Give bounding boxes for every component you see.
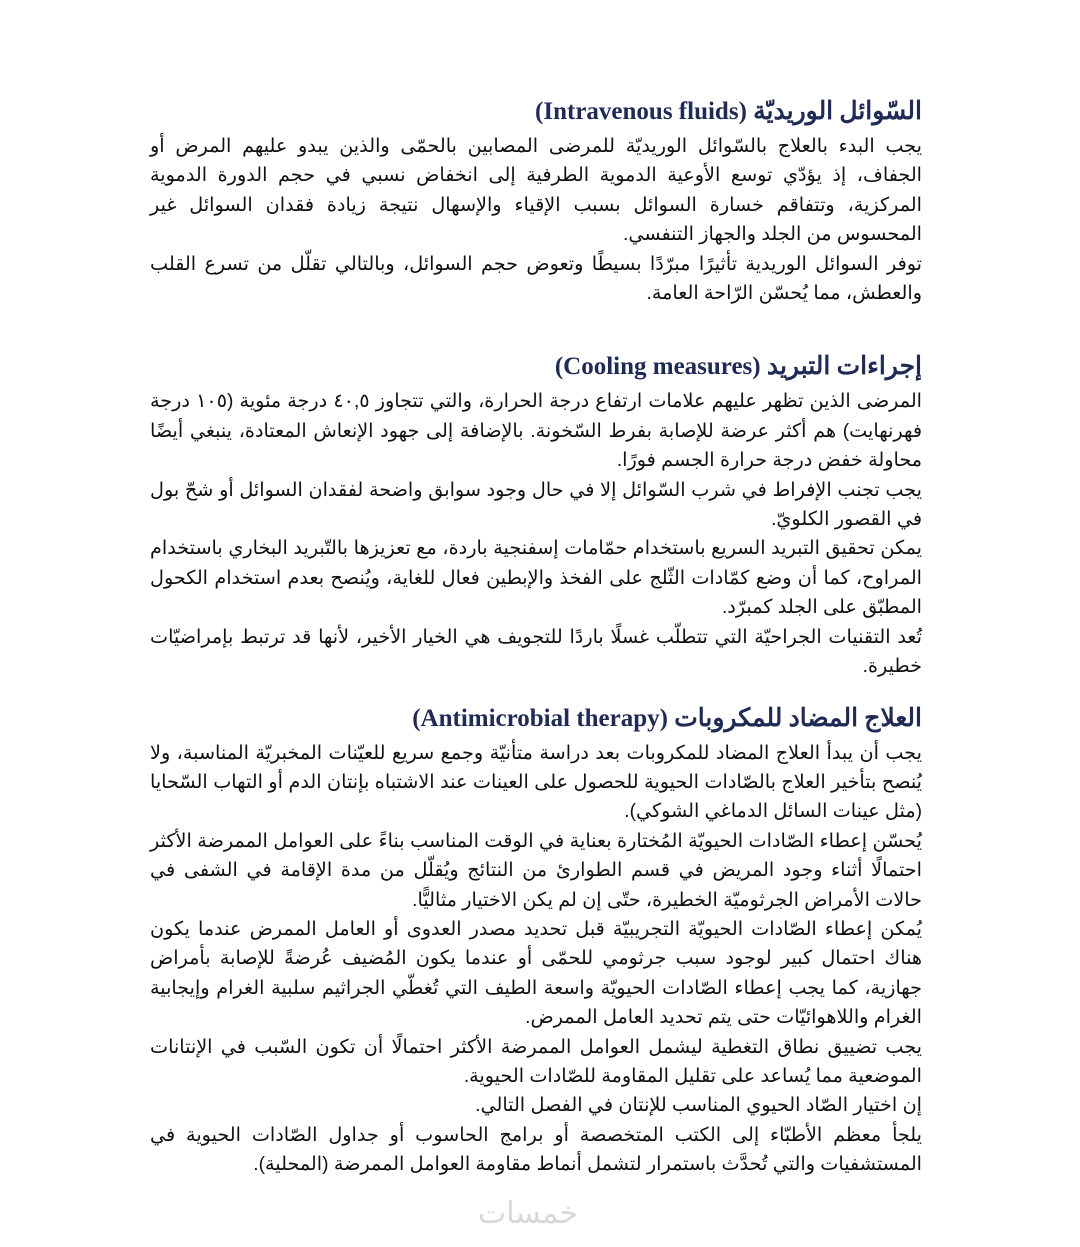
section-title: إجراءات التبريد (Cooling measures) [554,353,922,381]
paragraph: توفر السوائل الوريدية تأثيرًا مبرّدًا بسيطًا وتعوض حجم السوائل، وبالتالي تقلّل من تسرع القلب والعطش، مما يُحسّن الرّاحة العامة. [150,253,922,305]
section-intravenous-fluids [150,92,922,308]
section-title: العلاج المضاد للمكروبات (Antimicrobial therapy) [412,704,922,732]
watermark-logo: خمسات [478,1196,579,1231]
section-cooling-measures [150,347,922,681]
section-antimicrobial-therapy [150,699,922,1180]
paragraph: يُحسّن إعطاء الصّادات الحيويّة المُختارة بعناية في الوقت المناسب بناءً على العوامل الممرضة الأكثر احتمالًا أثناء وجود المريض في قسم الطوارئ من النتائج ويُقلّل من مدة الإقامة في الشفى في حالات الأمراض الجرثوميّة الخطيرة، حتّى إن لم يكن الاختيار مثاليًّا. [150,830,922,911]
paragraph: يجب البدء بالعلاج بالسّوائل الوريديّة للمرضى المصابين بالحمّى والذين يبدو عليهم المرض أو الجفاف، إذ يؤدّي توسع الأوعية الدموية الطرفية إلى انخفاض نسبي في حجم الدورة الدموية المركزية، وتتفاقم خسارة السوائل بسبب الإقياء والإسهال نتيجة زيادة فقدان السوائل غير المحسوس من الجلد والجهاز التنفسي. [150,136,922,246]
paragraph: يمكن تحقيق التبريد السريع باستخدام حمّامات إسفنجية باردة، مع تعزيزها بالتّبريد البخاري باستخدام المراوح، كما أن وضع كمّادات الثّلج على الفخذ والإبطين فعال للغاية، ويُنصح بعدم استخدام الكحول المطبّق على الجلد كمبرّد. [150,538,922,619]
paragraph: إن اختيار الصّاد الحيوي المناسب للإنتان في الفصل التالي. [475,1095,922,1117]
paragraph: تُعد التقنيات الجراحيّة التي تتطلّب غسلًا باردًا للتجويف هي الخيار الأخير، لأنها قد ترتبط بإمراضيّات خطيرة. [150,626,922,678]
paragraph: المرضى الذين تظهر عليهم علامات ارتفاع درجة الحرارة، والتي تتجاوز ٤٠,٥ درجة مئوية (١٠٥ درجة فهرنهايت) هم أكثر عرضة للإصابة بفرط السّخونة. بالإضافة إلى جهود الإنعاش المعتادة، ينبغي أيضًا محاولة خفض درجة حرارة الجسم فورًا. [150,391,922,472]
paragraph: يجب أن يبدأ العلاج المضاد للمكروبات بعد دراسة متأنيّة وجمع سريع للعيّنات المخبريّة المناسبة، ولا يُنصح بتأخير العلاج بالصّادات الحيوية للحصول على العينات عند الاشتباه بإنتان الدم أو التهاب السّحايا (مثل عينات السائل الدماغي الشوكي). [150,742,922,823]
document-page [150,92,922,1180]
paragraph: يجب تجنب الإفراط في شرب السّوائل إلا في حال وجود سوابق واضحة لفقدان السوائل أو شحّ بول في القصور الكلويّ. [150,479,922,531]
paragraph: يُمكن إعطاء الصّادات الحيويّة التجريبيّة قبل تحديد مصدر العدوى أو العامل الممرض عندما يكون هناك احتمال كبير لوجود سبب جرثومي للحمّى أو عندما يكون المُضيف عُرضةً للإصابة بأمراض جهازية، كما يجب إعطاء الصّادات الحيويّة واسعة الطيف التي تُغطّي الجراثيم سلبية الغرام وإيجابية الغرام واللاهوائيّات حتى يتم تحديد العامل الممرض. [150,918,922,1029]
paragraph: يلجأ معظم الأطبّاء إلى الكتب المتخصصة أو برامج الحاسوب أو جداول الصّادات الحيوية في المستشفيات والتي تُحدَّث باستمرار لتشمل أنماط مقاومة العوامل الممرضة (المحلية). [150,1124,922,1176]
paragraph: يجب تضييق نطاق التغطية ليشمل العوامل الممرضة الأكثر احتمالًا أن تكون السّبب في الإنتانات الموضعية مما يُساعد على تقليل المقاومة للصّادات الحيوية. [150,1036,922,1087]
section-title: السّوائل الوريديّة (Intravenous fluids) [535,98,922,125]
